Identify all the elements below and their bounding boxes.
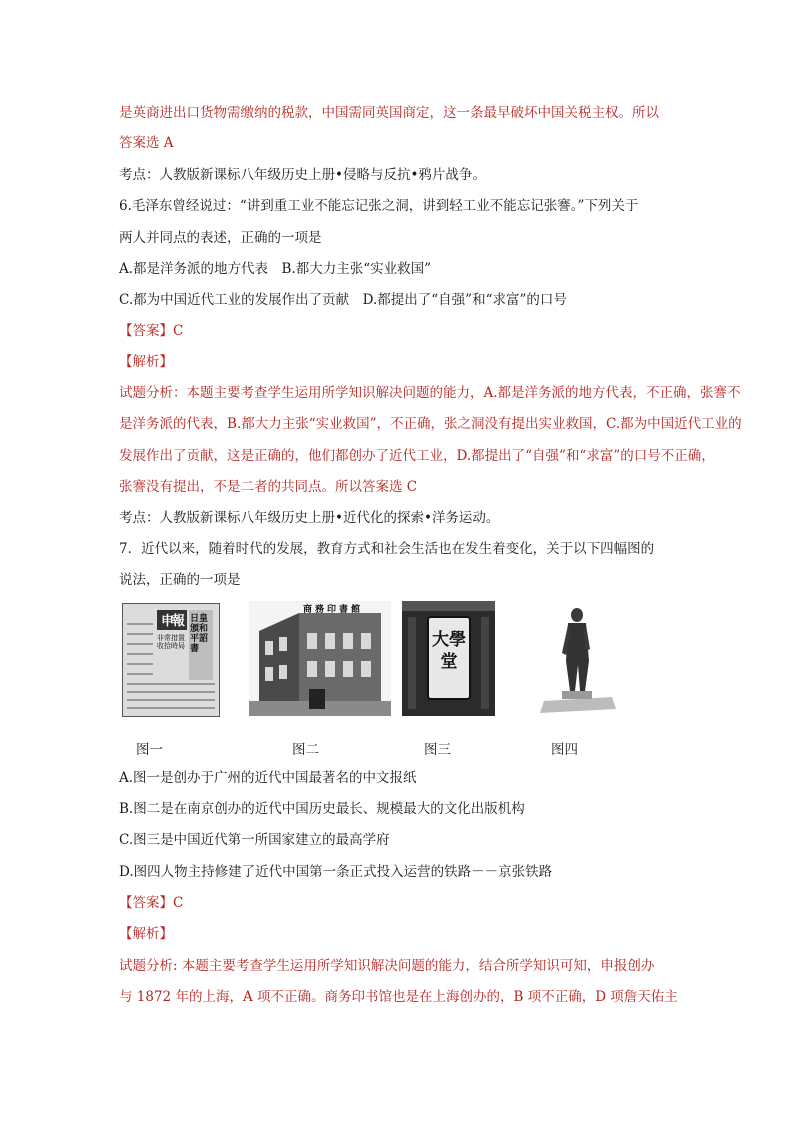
analysis-6-line-3: 发展作出了贡献，这是正确的，他们都创办了近代工业，D.都提出了“自强”和“求富”的口号不正确， <box>119 448 715 464</box>
newspaper-masthead: 申報 <box>160 614 183 629</box>
text-line-3: 考点：人教版新课标八年级历史上册•侵略与反抗•鸦片战争。 <box>119 167 486 183</box>
analysis-6-line-1: 试题分析：本题主要考查学生运用所学知识解决问题的能力，A.都是洋务派的地方代表，不正确，张謇不 <box>119 385 741 401</box>
question-6-stem: 6.毛泽东曾经说过：“讲到重工业不能忘记张之洞，讲到轻工业不能忘记张謇。”下列关于 <box>119 198 639 214</box>
analysis-6-line-2: 是洋务派的代表，B.都大力主张“实业救国”，不正确，张之洞没有提出实业救国，C.都为中国近代工业的 <box>119 416 742 432</box>
question-7-stem-cont: 说法，正确的一项是 <box>119 572 241 588</box>
question-6-stem-cont: 两人并同点的表述，正确的一项是 <box>119 230 322 246</box>
analysis-label-7: 【解析】 <box>119 926 173 942</box>
knowledge-point-6: 考点：人教版新课标八年级历史上册•近代化的探索•洋务运动。 <box>119 510 500 526</box>
newspaper-headline-1: 非常措置收拾時局 <box>157 634 185 650</box>
figure-2-caption: 图二 <box>292 742 319 758</box>
question-7-option-c: C.图三是中国近代第一所国家建立的最高学府 <box>119 832 390 848</box>
figure-4-statue <box>540 601 616 716</box>
analysis-label-6: 【解析】 <box>119 354 173 370</box>
figure-1-caption: 图一 <box>136 742 163 758</box>
analysis-7-line-2: 与 1872 年的上海，A 项不正确。商务印书馆也是在上海创办的，B 项不正确，D 项詹天佑主 <box>119 989 678 1005</box>
text-line-1: 是英商进出口货物需缴纳的税款，中国需同英国商定，这一条最早破坏中国关税主权。所以 <box>119 105 659 121</box>
figure-2-building <box>249 601 391 716</box>
question-6-options-ab: A.都是洋务派的地方代表 B.都大力主张“实业救国” <box>119 261 432 277</box>
analysis-7-line-1: 试题分析: 本题主要考查学生运用所学知识解决问题的能力，结合所学知识可知，申报创办 <box>119 958 655 974</box>
question-7-option-a: A.图一是创办于广州的近代中国最著名的中文报纸 <box>119 770 417 786</box>
question-7-option-d: D.图四人物主持修建了近代中国第一条正式投入运营的铁路－－京张铁路 <box>119 864 553 880</box>
figure-3-plaque <box>402 601 495 716</box>
newspaper-headline-2: 日皇頒和平詔書 <box>190 614 209 654</box>
question-7-option-b: B.图二是在南京创办的近代中国历史最长、规模最大的文化出版机构 <box>119 801 525 817</box>
answer-label-6: 【答案】C <box>119 323 184 339</box>
figure-4-caption: 图四 <box>551 742 578 758</box>
analysis-6-line-4: 张謇没有提出，不是二者的共同点。所以答案选 C <box>119 479 418 495</box>
figure-1-newspaper <box>122 603 220 717</box>
statue-image <box>540 601 616 716</box>
question-6-options-cd: C.都为中国近代工业的发展作出了贡献 D.都提出了“自强”和“求富”的口号 <box>119 292 567 308</box>
building-image <box>249 601 391 716</box>
answer-label-7: 【答案】C <box>119 895 184 911</box>
building-sign: 商務印書館 <box>303 605 364 615</box>
plaque-text: 大學堂 <box>432 630 466 672</box>
text-line-2: 答案选 A <box>119 135 174 151</box>
figure-3-caption: 图三 <box>424 742 451 758</box>
question-7-stem: 7．近代以来，随着时代的发展，教育方式和社会生活也在发生着变化，关于以下四幅图的 <box>119 541 655 557</box>
